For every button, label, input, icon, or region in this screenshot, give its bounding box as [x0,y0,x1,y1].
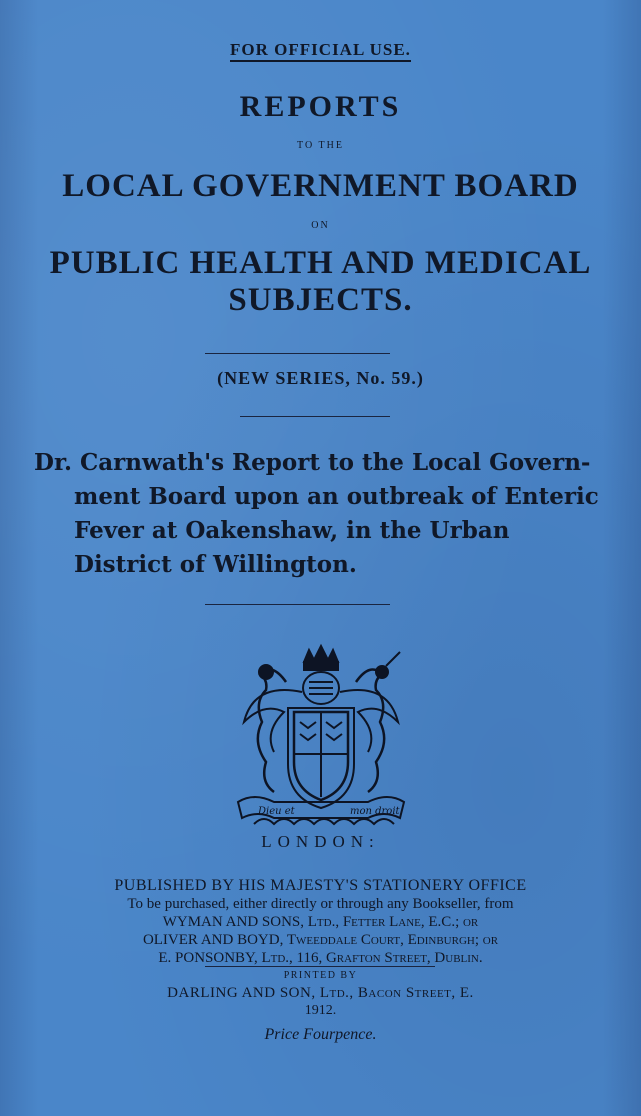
publisher-line: PUBLISHED BY HIS MAJESTY'S STATIONERY OFFICE [114,877,527,894]
price-line: Price Fourpence. [264,1026,377,1043]
on-label: ON [311,220,330,231]
board-heading: LOCAL GOVERNMENT BOARD [62,168,579,204]
official-use-notice: FOR OFFICIAL USE. [0,40,641,60]
printer-line: DARLING AND SON, Ltd., Bacon Street, E. [167,985,474,1001]
imprint-city: LONDON: [261,832,380,851]
series-number: (NEW SERIES, No. 59.) [217,368,424,388]
svg-text:Dieu et: Dieu et [258,806,295,817]
royal-coat-of-arms-icon [214,642,428,830]
seller-line-2: OLIVER AND BOYD, Tweeddale Court, Edinburgh; or [142,932,499,948]
divider [205,353,390,354]
subject-heading-line1: PUBLIC HEALTH AND MEDICAL [49,245,592,281]
publication-year: 1912. [304,1003,337,1018]
printed-by-label: PRINTED BY [283,970,358,981]
svg-text:mon droit: mon droit [350,806,400,817]
divider [240,416,390,417]
purchase-line: To be purchased, either directly or through any Bookseller, from [127,896,514,912]
to-the-label: TO THE [297,140,344,151]
divider [205,966,435,967]
divider [205,604,390,605]
seller-line-1: WYMAN AND SONS, Ltd., Fetter Lane, E.C.; or [162,914,479,930]
subject-heading-line2: SUBJECTS. [228,282,413,318]
report-title: Dr. Carnwath's Report to the Local Govern-ment Board upon an outbreak of Enteric Fever at Oakenshaw, in the Urban District of Willington. [34,449,599,578]
seller-line-3: E. PONSONBY, Ltd., 116, Grafton Street, Dublin. [158,950,483,966]
reports-heading: REPORTS [239,90,402,123]
